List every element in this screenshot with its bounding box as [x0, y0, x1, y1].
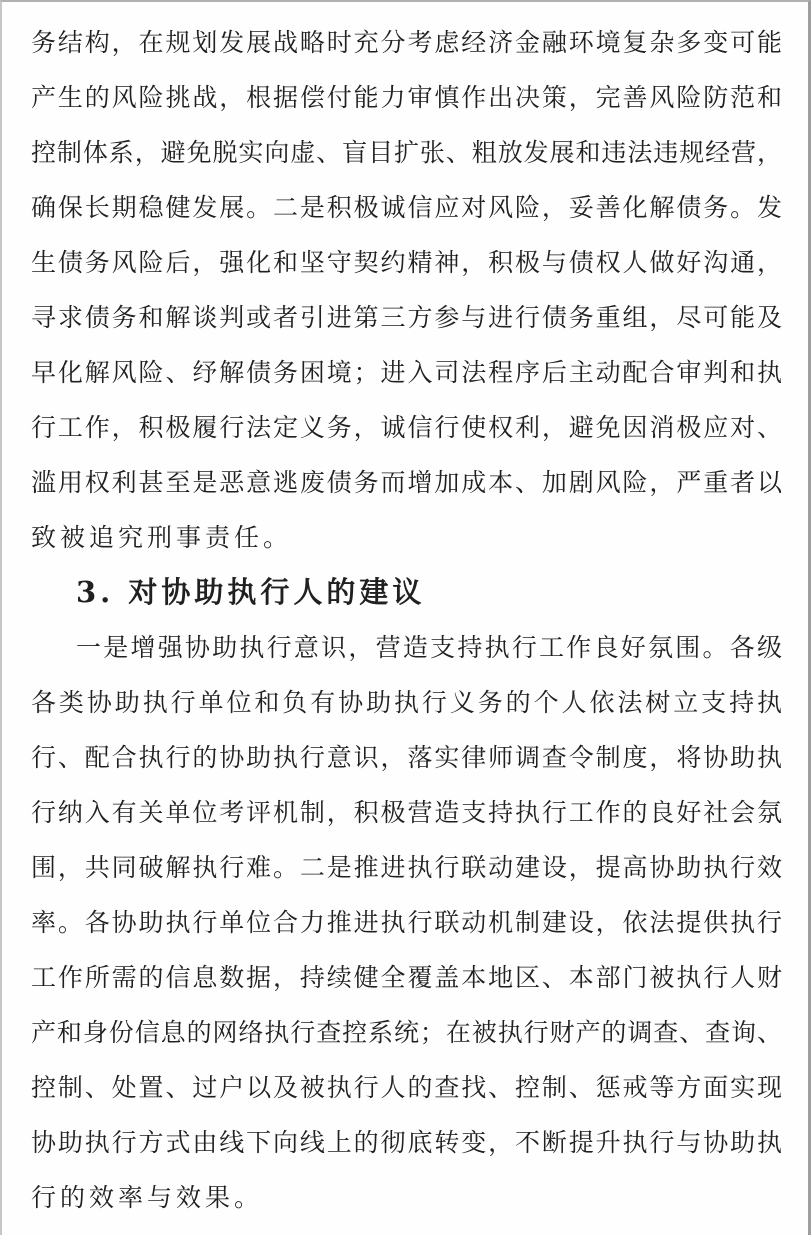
- text-line: 行的效率与效果。: [31, 1183, 264, 1212]
- text-line: 各类协助执行单位和负有协助执行义务的个人依法树立支持执: [31, 688, 782, 717]
- text-line: 协助执行方式由线下向线上的彻底转变，不断提升执行与协助执: [31, 1128, 782, 1157]
- text-line: 控制、处置、过户以及被执行人的查找、控制、惩戒等方面实现: [31, 1073, 782, 1102]
- text-line: 滥用权利甚至是恶意逃废债务而增加成本、加剧风险，严重者以: [31, 468, 782, 497]
- text-line: 确保长期稳健发展。二是积极诚信应对风险，妥善化解债务。发: [31, 193, 782, 222]
- text-line: 行工作，积极履行法定义务，诚信行使权利，避免因消极应对、: [31, 413, 782, 442]
- text-line: 产生的风险挑战，根据偿付能力审慎作出决策，完善风险防范和: [31, 83, 782, 112]
- text-line: 务结构，在规划发展战略时充分考虑经济金融环境复杂多变可能: [31, 28, 782, 57]
- text-line: 致被追究刑事责任。: [31, 523, 293, 552]
- text-line: 产和身份信息的网络执行查控系统；在被执行财产的调查、查询、: [31, 1018, 782, 1047]
- paragraph-assist-execution: [31, 620, 782, 1225]
- text-line: 生债务风险后，强化和坚守契约精神，积极与债权人做好沟通，: [31, 248, 782, 277]
- text-line: 一是增强协助执行意识，营造支持执行工作良好氛围。各级: [76, 633, 782, 662]
- text-line: 控制体系，避免脱实向虚、盲目扩张、粗放发展和违法违规经营，: [31, 138, 782, 167]
- text-line: 围，共同破解执行难。二是推进执行联动建设，提高协助执行效: [31, 853, 782, 882]
- text-line: 工作所需的信息数据，持续健全覆盖本地区、本部门被执行人财: [31, 963, 782, 992]
- text-line: 早化解风险、纾解债务困境；进入司法程序后主动配合审判和执: [31, 358, 782, 387]
- paragraph-risk-response: [31, 15, 782, 565]
- section-heading: 3. 对协助执行人的建议: [76, 575, 426, 609]
- text-line: 寻求债务和解谈判或者引进第三方参与进行债务重组，尽可能及: [31, 303, 782, 332]
- text-line: 行纳入有关单位考评机制，积极营造支持执行工作的良好社会氛: [31, 798, 782, 827]
- text-line: 率。各协助执行单位合力推进执行联动机制建设，依法提供执行: [31, 908, 782, 937]
- text-line: 行、配合执行的协助执行意识，落实律师调查令制度，将协助执: [31, 743, 782, 772]
